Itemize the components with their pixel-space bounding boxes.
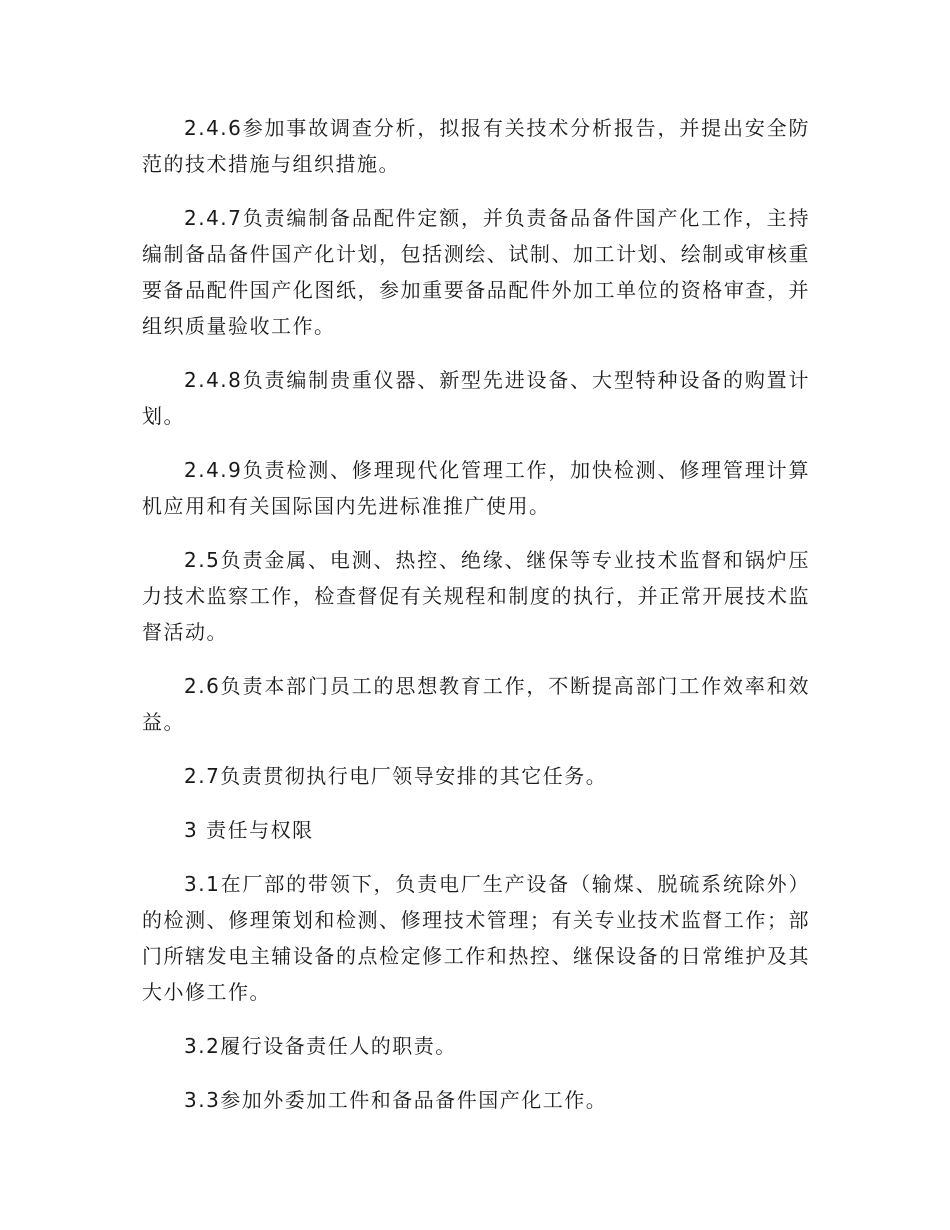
paragraph-2-5: 2.5负责金属、电测、热控、绝缘、继保等专业技术监督和锅炉压力技术监察工作，检查督促有关规程和制度的执行，并正常开展技术监督活动。 [142, 548, 810, 644]
paragraph-2-4-9: 2.4.9负责检测、修理现代化管理工作，加快检测、修理管理计算机应用和有关国际国内先进标准推广使用。 [142, 458, 810, 518]
paragraph-2-7: 2.7负责贯彻执行电厂领导安排的其它任务。 [184, 764, 608, 788]
paragraph-3-2: 3.2履行设备责任人的职责。 [184, 1034, 457, 1058]
paragraph-3-3: 3.3参加外委加工件和备品备件国产化工作。 [184, 1088, 608, 1112]
paragraph-3-1: 3.1在厂部的带领下，负责电厂生产设备（输煤、脱硫系统除外）的检测、修理策划和检测、修理技术管理；有关专业技术监督工作；部门所辖发电主辅设备的点检定修工作和热控、继保设备的日常维护及其大小修工作。 [142, 872, 810, 1004]
section-heading-3: 3 责任与权限 [184, 818, 314, 842]
paragraph-2-4-7: 2.4.7负责编制备品配件定额，并负责备品备件国产化工作，主持编制备品备件国产化计划，包括测绘、试制、加工计划、绘制或审核重要备品配件国产化图纸，参加重要备品配件外加工单位的资格审查，并组织质量验收工作。 [142, 206, 810, 338]
paragraph-2-6: 2.6负责本部门员工的思想教育工作，不断提高部门工作效率和效益。 [142, 674, 810, 734]
paragraph-2-4-6: 2.4.6参加事故调查分析，拟报有关技术分析报告，并提出安全防范的技术措施与组织措施。 [142, 116, 810, 176]
paragraph-2-4-8: 2.4.8负责编制贵重仪器、新型先进设备、大型特种设备的购置计划。 [142, 368, 810, 428]
